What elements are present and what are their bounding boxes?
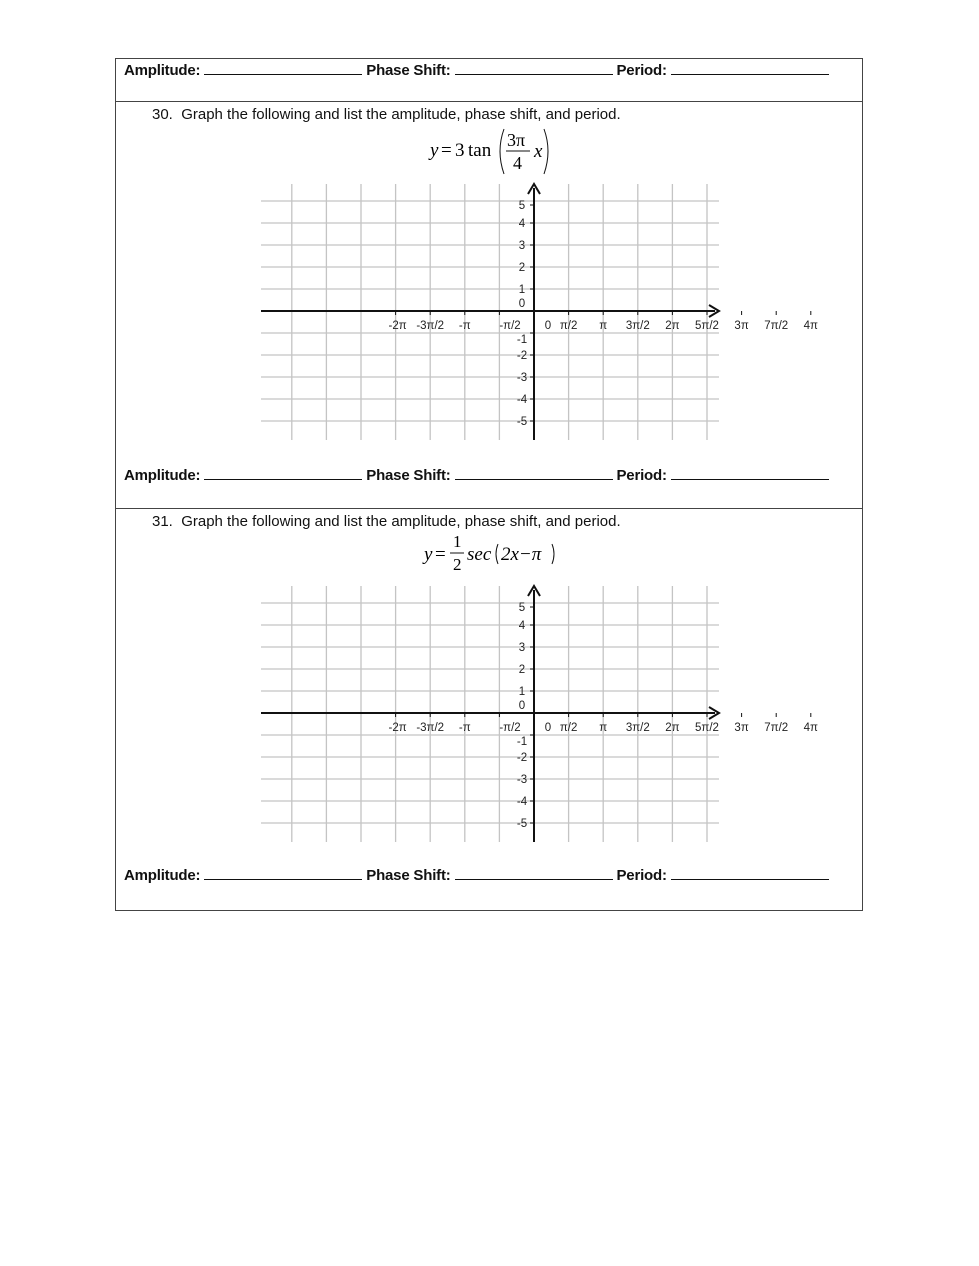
y-tick-label: -2 — [516, 752, 528, 764]
y-tick-label: 4 — [518, 620, 526, 632]
x-tick-label: -2π — [388, 320, 407, 332]
period-blank[interactable] — [671, 62, 829, 75]
eq-equals: = — [441, 140, 452, 161]
x-tick-label: 2π — [665, 320, 680, 332]
y-tick-label: -5 — [516, 416, 528, 428]
eq-frac-den: 2 — [453, 555, 462, 574]
y-tick-label: -2 — [516, 350, 528, 362]
answer-line — [124, 867, 829, 884]
phase-shift-label: Phase Shift: — [366, 867, 451, 884]
right-paren — [552, 544, 554, 564]
problem-30 — [116, 102, 862, 509]
period-label: Period: — [616, 62, 667, 79]
left-paren — [500, 129, 504, 174]
y-tick-label: 1 — [518, 686, 526, 698]
period-blank[interactable] — [671, 467, 829, 480]
y-tick-label: 3 — [518, 240, 526, 252]
problem-number: 30. — [152, 106, 173, 123]
phase-shift-blank[interactable] — [455, 467, 613, 480]
eq-frac-num: 1 — [453, 532, 462, 551]
y-tick-label: 2 — [518, 664, 526, 676]
x-tick-label: -2π — [388, 722, 407, 734]
x-tick-label: 4π — [803, 320, 818, 332]
eq-frac-num: 3π — [507, 130, 526, 150]
answer-line — [124, 62, 829, 79]
eq-func: tan — [468, 140, 492, 161]
period-blank[interactable] — [671, 867, 829, 880]
period-label: Period: — [616, 467, 667, 484]
amplitude-blank[interactable] — [204, 62, 362, 75]
eq-lhs: y — [430, 140, 439, 161]
amplitude-label: Amplitude: — [124, 867, 201, 884]
eq-lhs: y — [424, 544, 433, 565]
y-tick-label: -3 — [516, 774, 528, 786]
x-tick-label: 3π/2 — [625, 722, 650, 734]
problem-prompt — [152, 106, 621, 123]
y-tick-label: -4 — [516, 796, 528, 808]
x-tick-label: 0 — [544, 722, 552, 734]
x-tick-label: 0 — [544, 320, 552, 332]
problem-31 — [116, 509, 862, 910]
y-tick-label: 5 — [518, 200, 526, 212]
y-tick-label: -3 — [516, 372, 528, 384]
x-tick-label: 3π — [734, 722, 749, 734]
y-tick-label: 3 — [518, 642, 526, 654]
x-tick-label: π/2 — [559, 320, 578, 332]
x-tick-label: 5π/2 — [695, 320, 719, 332]
phase-shift-blank[interactable] — [455, 867, 613, 880]
eq-arg-var: x — [534, 141, 543, 162]
phase-shift-blank[interactable] — [455, 62, 613, 75]
eq-func: sec — [467, 544, 492, 565]
y-tick-label: -5 — [516, 818, 528, 830]
x-tick-label: 3π — [734, 320, 749, 332]
eq-coef: 3 — [455, 140, 465, 161]
x-tick-label: π/2 — [559, 722, 578, 734]
x-tick-label: 2π — [665, 722, 680, 734]
x-tick-label: 3π/2 — [625, 320, 650, 332]
x-tick-label: 5π/2 — [695, 722, 719, 734]
y-zero-label: 0 — [518, 298, 526, 310]
coordinate-grid[interactable] — [259, 584, 818, 846]
coordinate-grid[interactable] — [259, 182, 818, 444]
phase-shift-label: Phase Shift: — [366, 467, 451, 484]
problem-number: 31. — [152, 513, 173, 530]
x-tick-label: 7π/2 — [764, 722, 789, 734]
x-tick-label: π — [599, 320, 608, 332]
equation-sec — [420, 531, 570, 575]
eq-frac-den: 4 — [513, 153, 522, 173]
left-paren — [496, 544, 498, 564]
x-tick-label: 4π — [803, 722, 818, 734]
worksheet — [115, 58, 863, 911]
x-tick-label: -π — [458, 320, 471, 332]
y-tick-label: 5 — [518, 602, 526, 614]
answer-row-29 — [116, 59, 862, 102]
y-tick-label: -1 — [516, 736, 528, 748]
x-tick-label: -π/2 — [499, 320, 521, 332]
phase-shift-label: Phase Shift: — [366, 62, 451, 79]
x-tick-label: 7π/2 — [764, 320, 789, 332]
problem-prompt — [152, 513, 621, 530]
y-tick-label: 2 — [518, 262, 526, 274]
x-tick-label: -3π/2 — [416, 722, 445, 734]
y-tick-label: -1 — [516, 334, 528, 346]
answer-line — [124, 467, 829, 484]
eq-arg: 2x−π — [501, 544, 542, 565]
y-tick-label: 1 — [518, 284, 526, 296]
problem-text: Graph the following and list the amplitude, phase shift, and period. — [181, 513, 621, 530]
period-label: Period: — [616, 867, 667, 884]
amplitude-blank[interactable] — [204, 867, 362, 880]
x-tick-label: -π — [458, 722, 471, 734]
eq-equals: = — [435, 544, 446, 565]
y-tick-label: -4 — [516, 394, 528, 406]
amplitude-blank[interactable] — [204, 467, 362, 480]
x-tick-label: -3π/2 — [416, 320, 445, 332]
right-paren — [544, 129, 548, 174]
amplitude-label: Amplitude: — [124, 467, 201, 484]
x-tick-label: -π/2 — [499, 722, 521, 734]
equation-tan — [424, 126, 554, 178]
problem-text: Graph the following and list the amplitude, phase shift, and period. — [181, 106, 621, 123]
amplitude-label: Amplitude: — [124, 62, 201, 79]
y-tick-label: 4 — [518, 218, 526, 230]
y-zero-label: 0 — [518, 700, 526, 712]
x-tick-label: π — [599, 722, 608, 734]
